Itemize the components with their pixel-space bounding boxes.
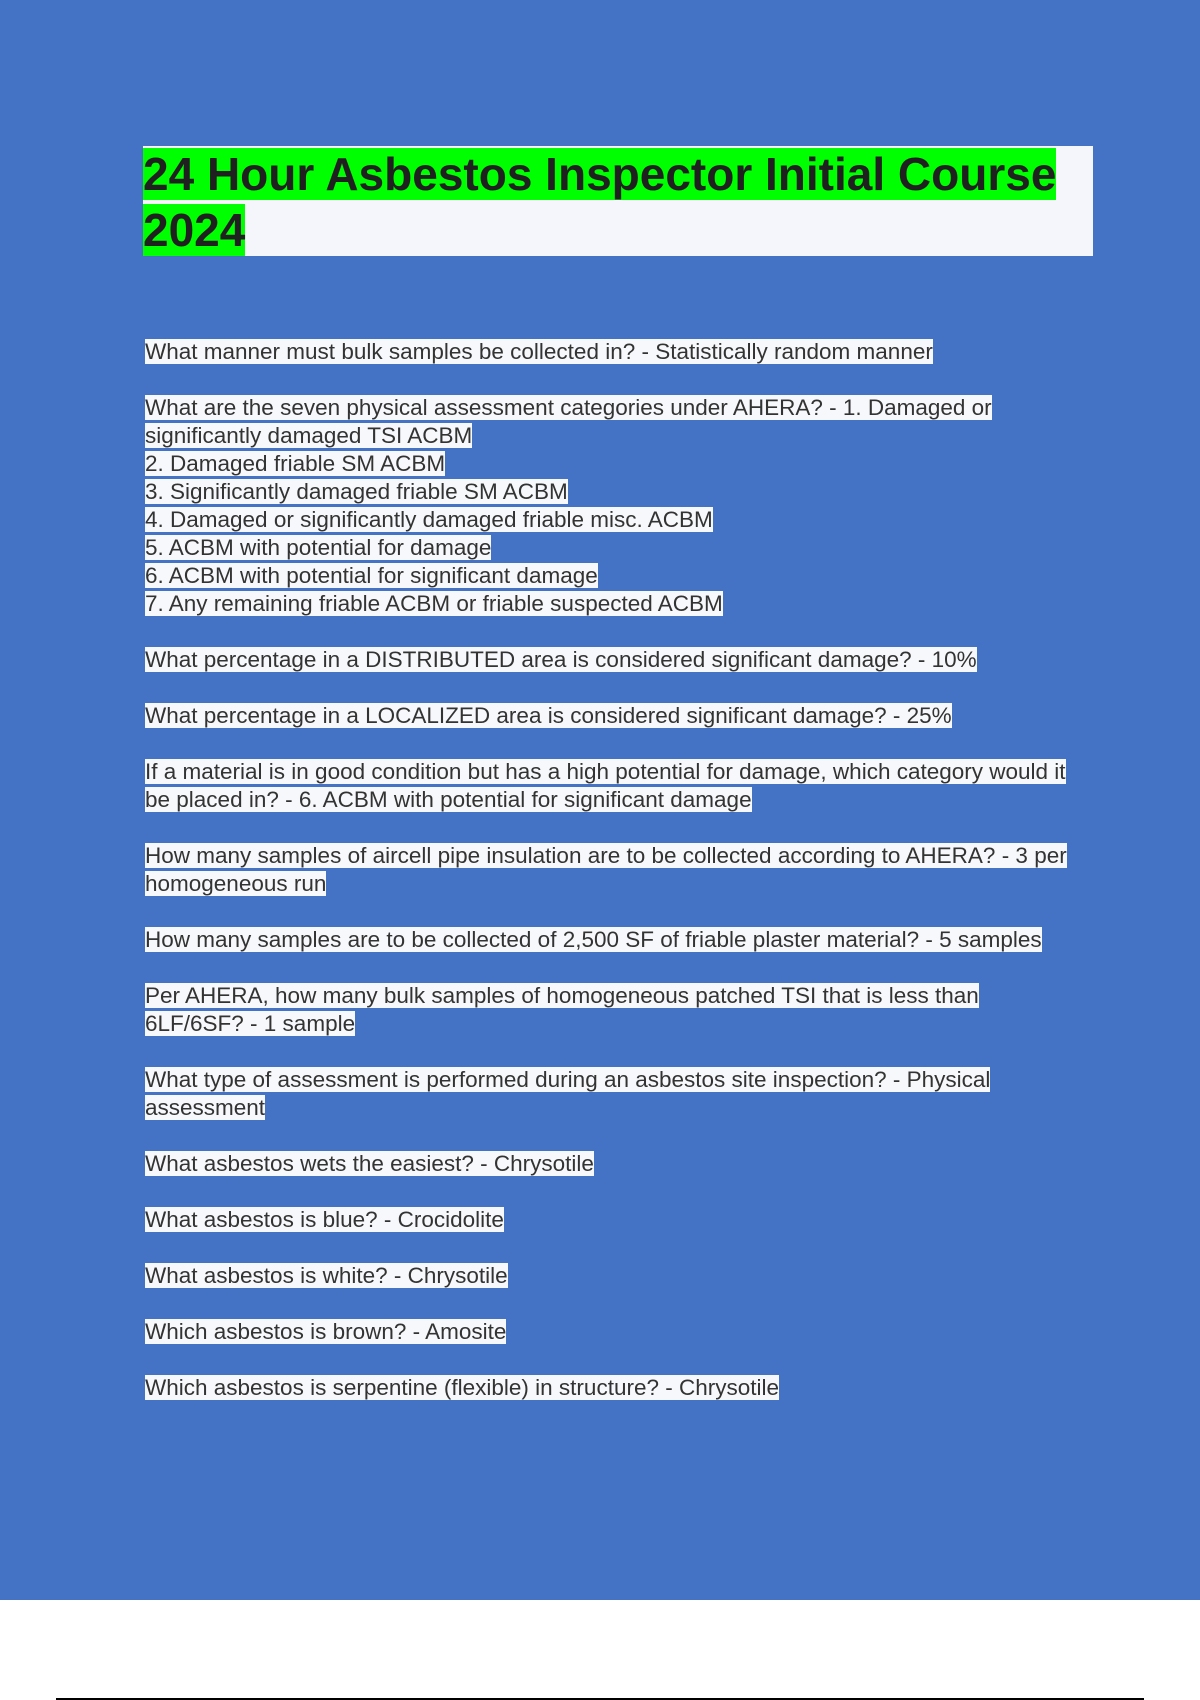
qa-item: Which asbestos is brown? - Amosite [145, 1319, 507, 1344]
qa-item: What percentage in a LOCALIZED area is considered significant damage? - 25% [145, 703, 952, 728]
title-box [143, 146, 1093, 256]
qa-item: What percentage in a DISTRIBUTED area is considered significant damage? - 10% [145, 647, 977, 672]
title-text: 24 Hour Asbestos Inspector Initial Course 2024 [143, 148, 1057, 256]
qa-item: What manner must bulk samples be collected in? - Statistically random manner [145, 339, 933, 364]
qa-item: Which asbestos is serpentine (flexible) in structure? - Chrysotile [145, 1375, 779, 1400]
qa-line: 5. ACBM with potential for damage [145, 535, 492, 560]
qa-item: If a material is in good condition but has a high potential for damage, which category would it be placed in? - 6. ACBM with potential for significant damage [145, 759, 1066, 812]
qa-line: 7. Any remaining friable ACBM or friable suspected ACBM [145, 591, 723, 616]
qa-item: Per AHERA, how many bulk samples of homogeneous patched TSI that is less than 6LF/6SF? - 1 sample [145, 983, 979, 1036]
qa-item: What type of assessment is performed during an asbestos site inspection? - Physical assessment [145, 1067, 991, 1120]
qa-item: How many samples are to be collected of 2,500 SF of friable plaster material? - 5 samples [145, 927, 1042, 952]
qa-line: 6. ACBM with potential for significant damage [145, 563, 598, 588]
qa-line: 3. Significantly damaged friable SM ACBM [145, 479, 568, 504]
qa-line: 4. Damaged or significantly damaged friable misc. ACBM [145, 507, 713, 532]
qa-item: What asbestos is blue? - Crocidolite [145, 1207, 504, 1232]
qa-item: What asbestos wets the easiest? - Chrysotile [145, 1151, 594, 1176]
document-title [143, 146, 1093, 258]
qa-item: How many samples of aircell pipe insulation are to be collected according to AHERA? - 3 per homogeneous run [145, 843, 1067, 896]
qa-line: 2. Damaged friable SM ACBM [145, 451, 446, 476]
qa-line: What are the seven physical assessment categories under AHERA? - 1. Damaged or significantly damaged TSI ACBM [145, 395, 992, 448]
qa-item-categories [145, 394, 1075, 618]
qa-list [145, 338, 1075, 1430]
qa-item: What asbestos is white? - Chrysotile [145, 1263, 508, 1288]
